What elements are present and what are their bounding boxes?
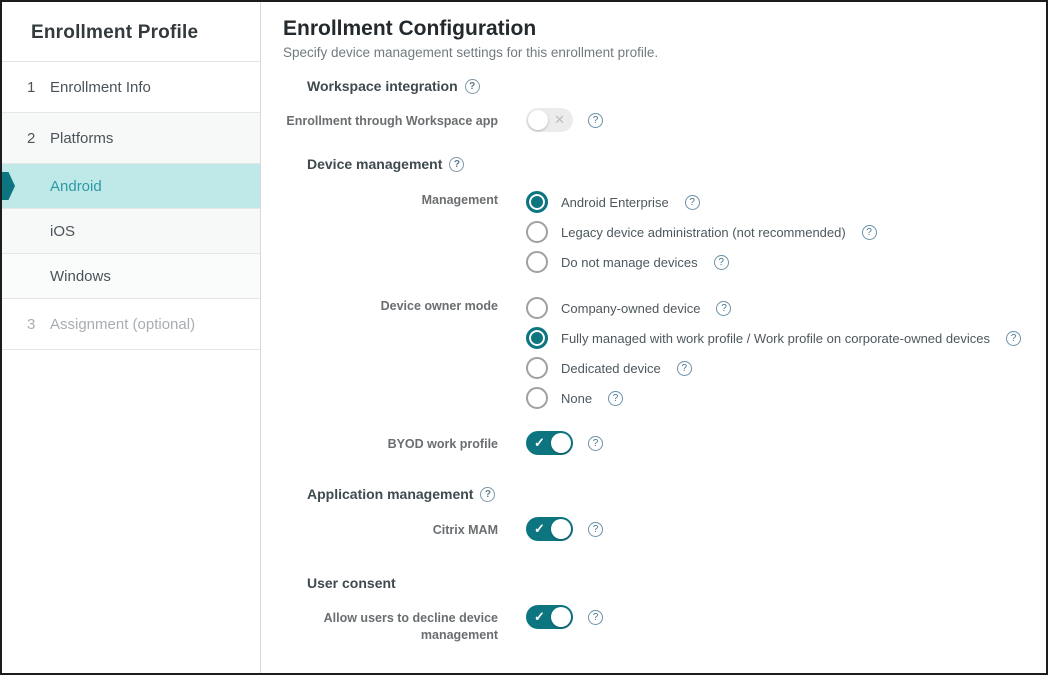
none-help-icon[interactable]: ?	[608, 391, 623, 406]
form-row-citrix-mam	[283, 517, 1046, 541]
form-row-device-owner-mode	[283, 293, 1046, 413]
section-heading-application-management	[307, 485, 1046, 503]
workspace-integration-help-icon[interactable]: ?	[465, 79, 480, 94]
form-row-byod-work-profile	[283, 431, 1046, 455]
field-label-management: Management	[421, 193, 498, 207]
radio-label: Do not manage devices	[561, 254, 698, 270]
field-label-device-owner-mode: Device owner mode	[380, 299, 498, 313]
enrollment-through-workspace-app-help-icon[interactable]: ?	[588, 113, 603, 128]
form-row-allow-users-decline	[283, 605, 1046, 644]
page-title: Enrollment Configuration	[283, 17, 537, 40]
sidebar-item-ios[interactable]	[2, 209, 260, 254]
application-management-help-icon[interactable]: ?	[480, 487, 495, 502]
field-label-citrix-mam: Citrix MAM	[432, 523, 498, 537]
sidebar-item-platforms[interactable]	[2, 113, 260, 164]
device-management-help-icon[interactable]: ?	[449, 157, 464, 172]
field-label-allow-users-decline: Allow users to decline device management	[323, 611, 498, 642]
radio-label: None	[561, 390, 593, 406]
citrix-mam-toggle[interactable]	[526, 517, 573, 541]
sidebar-item-android[interactable]	[2, 164, 260, 209]
toggle-knob	[551, 607, 571, 627]
toggle-on-check-icon: ✓	[534, 435, 545, 450]
step-number: 2	[27, 129, 36, 147]
sidebar	[2, 2, 261, 673]
toggle-off-cross-icon: ✕	[554, 112, 565, 127]
step-label: Android	[50, 177, 102, 195]
radio-option-fully-managed-work-profile	[526, 323, 1021, 353]
do-not-manage-devices-help-icon[interactable]: ?	[714, 255, 729, 270]
toggle-knob	[551, 519, 571, 539]
section-heading-label: Application management	[307, 486, 474, 502]
radio-button-android-enterprise[interactable]	[526, 191, 548, 213]
dedicated-device-help-icon[interactable]: ?	[677, 361, 692, 376]
enrollment-through-workspace-app-toggle[interactable]	[526, 108, 573, 132]
radio-button-dedicated-device[interactable]	[526, 357, 548, 379]
control-group	[526, 187, 877, 277]
sidebar-item-assignment[interactable]	[2, 299, 260, 350]
device-owner-mode-radio-group	[526, 293, 1021, 413]
page-subtitle: Specify device management settings for this enrollment profile.	[283, 45, 659, 60]
radio-option-do-not-manage-devices	[526, 247, 877, 277]
radio-label: Legacy device administration (not recommended)	[561, 224, 846, 240]
field-label-enrollment-through-workspace-app: Enrollment through Workspace app	[286, 114, 498, 128]
company-owned-device-help-icon[interactable]: ?	[716, 301, 731, 316]
step-label: Platforms	[50, 129, 114, 147]
sidebar-item-enrollment-info[interactable]	[2, 62, 260, 113]
section-heading-workspace-integration	[307, 77, 1046, 95]
section-heading-label: Workspace integration	[307, 78, 458, 94]
radio-button-none[interactable]	[526, 387, 548, 409]
step-label: iOS	[50, 222, 76, 240]
control-group	[526, 108, 603, 132]
sidebar-item-windows[interactable]	[2, 254, 260, 299]
toggle-knob	[551, 433, 571, 453]
toggle-on-check-icon: ✓	[534, 609, 545, 624]
control-group	[526, 431, 603, 455]
byod-work-profile-help-icon[interactable]: ?	[588, 436, 603, 451]
radio-button-company-owned-device[interactable]	[526, 297, 548, 319]
section-heading-label: User consent	[307, 575, 396, 591]
android-enterprise-help-icon[interactable]: ?	[685, 195, 700, 210]
management-radio-group	[526, 187, 877, 277]
legacy-device-administration-help-icon[interactable]: ?	[862, 225, 877, 240]
step-number: 1	[27, 78, 36, 96]
step-label: Enrollment Info	[50, 78, 151, 96]
step-label: Windows	[50, 267, 111, 285]
section-heading-device-management	[307, 155, 1046, 173]
form-row-enrollment-through-workspace	[283, 108, 1046, 132]
control-group	[526, 293, 1021, 413]
radio-label: Fully managed with work profile / Work profile on corporate-owned devices	[561, 330, 990, 346]
allow-users-decline-toggle[interactable]	[526, 605, 573, 629]
control-group	[526, 517, 603, 541]
section-heading-label: Device management	[307, 156, 443, 172]
radio-option-dedicated-device	[526, 353, 1021, 383]
radio-button-legacy-device-administration[interactable]	[526, 221, 548, 243]
radio-label: Company-owned device	[561, 300, 701, 316]
control-group	[526, 605, 603, 629]
toggle-knob	[528, 110, 548, 130]
radio-option-android-enterprise	[526, 187, 877, 217]
byod-work-profile-toggle[interactable]	[526, 431, 573, 455]
sidebar-title: Enrollment Profile	[2, 2, 260, 62]
radio-label: Dedicated device	[561, 360, 661, 376]
radio-button-do-not-manage-devices[interactable]	[526, 251, 548, 273]
form-row-management	[283, 187, 1046, 277]
radio-button-fully-managed-work-profile[interactable]	[526, 327, 548, 349]
selected-item-marker-icon	[2, 172, 15, 200]
step-label: Assignment (optional)	[50, 315, 196, 333]
toggle-on-check-icon: ✓	[534, 521, 545, 536]
radio-option-none	[526, 383, 1021, 413]
main-content	[261, 2, 1046, 673]
section-heading-user-consent	[307, 574, 1046, 592]
field-label-byod-work-profile: BYOD work profile	[387, 437, 498, 451]
fully-managed-work-profile-help-icon[interactable]: ?	[1006, 331, 1021, 346]
step-number: 3	[27, 315, 36, 333]
citrix-mam-help-icon[interactable]: ?	[588, 522, 603, 537]
radio-label: Android Enterprise	[561, 194, 669, 210]
radio-option-company-owned-device	[526, 293, 1021, 323]
allow-users-decline-help-icon[interactable]: ?	[588, 610, 603, 625]
radio-option-legacy-device-administration	[526, 217, 877, 247]
